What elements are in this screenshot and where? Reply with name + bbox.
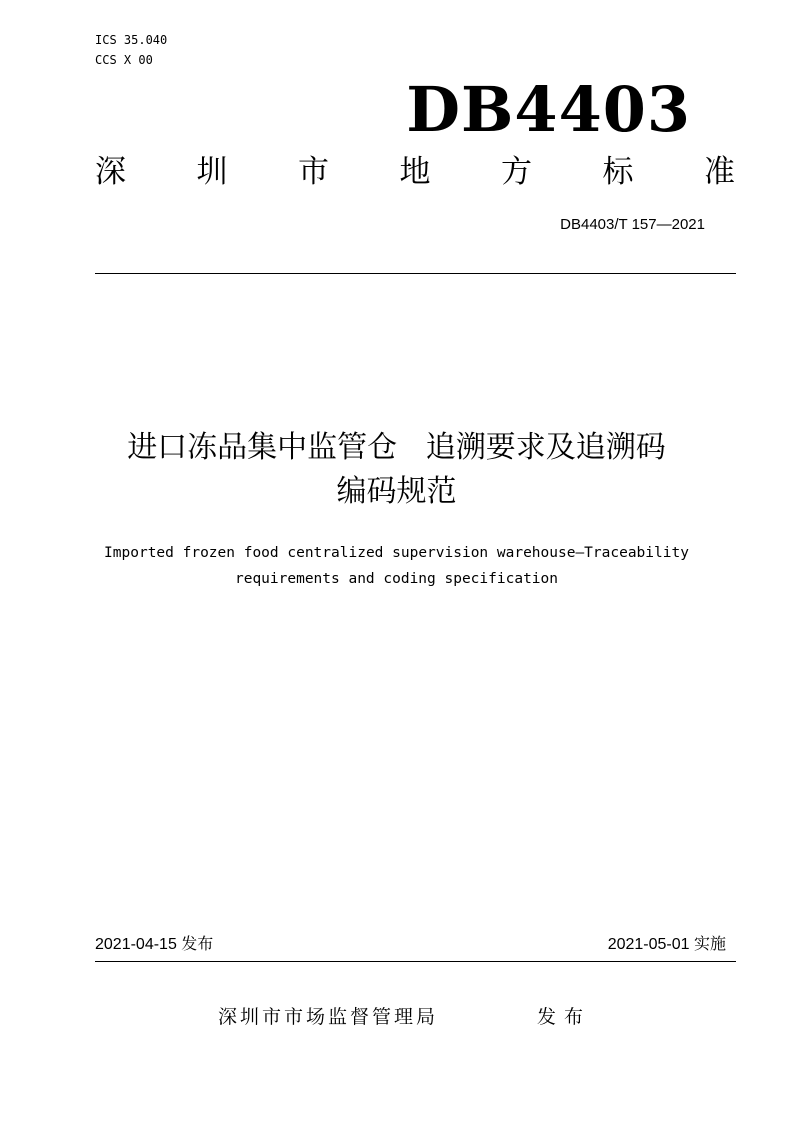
chinese-title-line-1: 进口冻品集中监管仓 追溯要求及追溯码: [127, 430, 666, 465]
standard-name-char: 圳: [196, 154, 228, 190]
standard-name-char: 方: [501, 154, 532, 190]
standard-name-char: 深: [95, 154, 126, 190]
standard-name-char: 准: [704, 154, 735, 190]
issue-date: 2021-04-15 发布: [95, 936, 214, 953]
chinese-title-line-2: 编码规范: [336, 474, 457, 509]
english-title-line-2: requirements and coding specification: [234, 571, 558, 587]
issue-label: 发布: [537, 1006, 592, 1028]
standard-name-char: 地: [399, 154, 431, 190]
standard-name: [95, 150, 735, 194]
standard-number: DB4403/T 157—2021: [560, 216, 705, 233]
chinese-title: [60, 426, 733, 514]
standard-code: DB4403: [406, 73, 691, 146]
footer-divider: [95, 961, 736, 962]
standard-name-char: 市: [298, 154, 329, 190]
header-divider: [95, 273, 736, 274]
implementation-date: 2021-05-01 实施: [607, 936, 726, 953]
ics-code: ICS 35.040: [95, 33, 168, 47]
english-title: [60, 540, 733, 592]
issuing-authority: 深圳市市场监督管理局: [218, 1006, 439, 1028]
standard-name-char: 标: [602, 154, 634, 190]
english-title-line-1: Imported frozen food centralized supervision warehouse—Traceability: [104, 545, 689, 561]
ccs-code: CCS X 00: [95, 53, 153, 67]
